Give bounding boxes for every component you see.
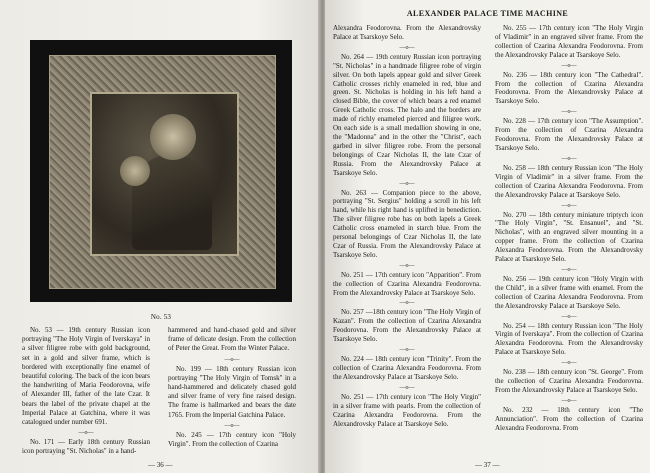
- separator: —o—: [224, 422, 240, 429]
- paragraph: No. 199 — 18th century Russian icon portraying "The Holy Virgin of Tomsk" in a hand-hammered and delicately chased gold and silver frame of very fine raised design. The frame is hallmarked and bears the date 1765. From the Imperial Gatchina Palace.: [168, 364, 296, 419]
- separator: —o—: [399, 384, 415, 391]
- separator: —o—: [78, 430, 94, 437]
- right-page: [325, 0, 650, 473]
- photo-caption: No. 53: [150, 313, 172, 321]
- separator: —o—: [561, 266, 577, 273]
- separator: —o—: [561, 397, 577, 404]
- paragraph: No. 256 — 19th century icon "Holy Virgin with the Child", in a silver frame with enamel. From the collection of Czarina Alexandra Feodorovna. From the Alexandrovsky Palace at Tsarskoye Selo.: [495, 274, 643, 310]
- paragraph: Alexandra Feodorovna. From the Alexandrovsky Palace at Tsarskoye Selo.: [333, 24, 481, 41]
- page-number-right: — 37 —: [475, 461, 500, 469]
- separator: —o—: [561, 62, 577, 69]
- paragraph: No. 270 — 18th century miniature triptych icon "The Holy Virgin", "St. Ensanuel", and "St. Nicholas", with an engraved silver mounting in a copper frame. From the collection of Czarina Alexandra Feodorovna. From the Alexandrovsky Palace at Tsarskoye Selo.: [495, 210, 643, 264]
- icon-frame-image: [49, 55, 276, 289]
- virgin-halo-image: [150, 114, 196, 160]
- running-head: ALEXANDER PALACE TIME MACHINE: [406, 9, 569, 18]
- paragraph: No. 228 — 17th century icon "The Assumption". From the collection of Czarina Alexandra Feodorovna. From the Alexandrovsky Palace at Tsarskoye Selo.: [495, 117, 643, 152]
- paragraph: No. 171 — Early 18th century Russian icon portraying "St. Nicholas" in a hand-: [22, 438, 150, 456]
- paragraph: No. 257 —18th century icon "The Holy Virgin of Kazan". From the collection of Czarina Alexandra Feodorovna. From the Alexandrovsky Palace at Tsarskoye Selo.: [333, 308, 481, 344]
- right-column-2: [495, 24, 643, 437]
- paragraph: No. 264 — 19th century Russian icon portraying "St. Nicholas" in a handmade filigree robe of virgin silver. On both lapels appear gold and silver Greek Catholic crosses richly enameled in red, blue and green. St. Nicholas is holding in his left hand a closed Bible, the cover of which bears a red enamel Greek Catholic cross. The halo and the borders are made of richly enameled pierced and filigree work. On each side is a small medallion showing in one, the "Madonna" and in the other the "Christ", each garbed in silver filigree robe. From the personal belongings of Czar Nicholas II, the late Czar of Russia. From the Alexandrovsky Palace at Tsarskoye Selo.: [333, 52, 481, 177]
- left-column-2: [168, 326, 296, 453]
- paragraph: No. 255 — 17th century icon "The Holy Virgin of Vladimir" in an engraved silver frame. From the collection of Czarina Alexandra Feodorovna. From the Alexandrovsky Palace at Tsarskoye Selo.: [495, 24, 643, 59]
- paragraph: No. 251 — 17th century icon "Apparition". From the collection of Czarina Alexandra Feodorovna. From the Alexandrovsky Palace at Tsarskoye Selo.: [333, 270, 481, 297]
- separator: —o—: [561, 360, 577, 367]
- separator: —o—: [561, 109, 577, 116]
- paragraph: No. 232 — 18th century icon "The Annunciation". From the collection of Czarina Alexandra Feodorovna. From: [495, 405, 643, 432]
- paragraph: No. 251 — 17th century icon "The Holy Virgin" in a silver frame with pearls. From the collection of Czarina Alexandra Feodorovna. From the Alexandrovsky Palace at Tsarskoye Selo.: [333, 392, 481, 428]
- separator: —o—: [399, 180, 415, 187]
- paragraph: No. 258 — 18th century Russian icon "The Holy Virgin of Vladimir" in a silver frame. From the collection of Czarina Alexandra Feodorovna. From the Alexandrovsky Palace at Tsarskoye Selo.: [495, 163, 643, 199]
- separator: —o—: [561, 313, 577, 320]
- separator: —o—: [399, 300, 415, 307]
- paragraph: No. 224 — 18th century icon "Trinity". From the collection of Czarina Alexandra Feodorovna. From the Alexandrovsky Palace at Tsarskoye Selo.: [333, 355, 481, 381]
- separator: —o—: [561, 202, 577, 209]
- separator: —o—: [224, 356, 240, 363]
- icon-center-image: [90, 92, 239, 256]
- icon-photograph: [30, 40, 292, 302]
- paragraph: hammered and hand-chased gold and silver frame of delicate design. From the collection of Peter the Great. From the Winter Palace.: [168, 326, 296, 353]
- child-halo-image: [120, 156, 150, 186]
- paragraph: No. 263 — Companion piece to the above, portraying "St. Sergius" holding a scroll in his left hand, while his right hand is uplifted in benediction. The silver filigree robe has on both lapels a Greek Catholic cross enameled in starch blue. From the personal belongings of Czar Nicholas II, the late Czar of Russia. From the Alexandrovsky Palace at Tsarskoye Selo.: [333, 188, 481, 259]
- page-number-left: — 36 —: [148, 461, 173, 469]
- paragraph: No. 236 — 18th century icon "The Cathedral". From the collection of Czarina Alexandra Feodorovna. From the Alexandrovsky Palace at Tsarskoye Selo.: [495, 70, 643, 106]
- separator: —o—: [399, 347, 415, 354]
- separator: —o—: [399, 262, 415, 269]
- left-column-1: [22, 326, 150, 461]
- left-page: [0, 0, 320, 473]
- separator: —o—: [561, 155, 577, 162]
- paragraph: No. 238 — 18th century icon "St. George". From the collection of Czarina Alexandra Feodorovna. From the Alexandrovsky Palace at Tsarskoye Selo.: [495, 368, 643, 394]
- paragraph: No. 254 — 18th century Russian icon "The Holy Virgin of Iverskaya". From the collection of Czarina Alexandra Feodorovna. From the Alexandrovsky Palace at Tsarskoye Selo.: [495, 321, 643, 357]
- paragraph: No. 245 — 17th century icon "Holy Virgin". From the collection of Czarina: [168, 430, 296, 449]
- paragraph: No. 53 — 19th century Russian icon portraying "The Holy Virgin of Iverskaya" in a silver filigree robe with gold background, set in a gold and silver frame, which is bordered with exceptionally fine enamel of beautiful coloring. The back of the icon bears the handwriting of Maria Feodorovna, wife of Alexander III, father of the late Czar. It bears the label of the private chapel at the Imperial Palace at Gatchina, where it was catalogued under number 691.: [22, 326, 150, 427]
- separator: —o—: [399, 44, 415, 51]
- right-column-1: [333, 24, 481, 432]
